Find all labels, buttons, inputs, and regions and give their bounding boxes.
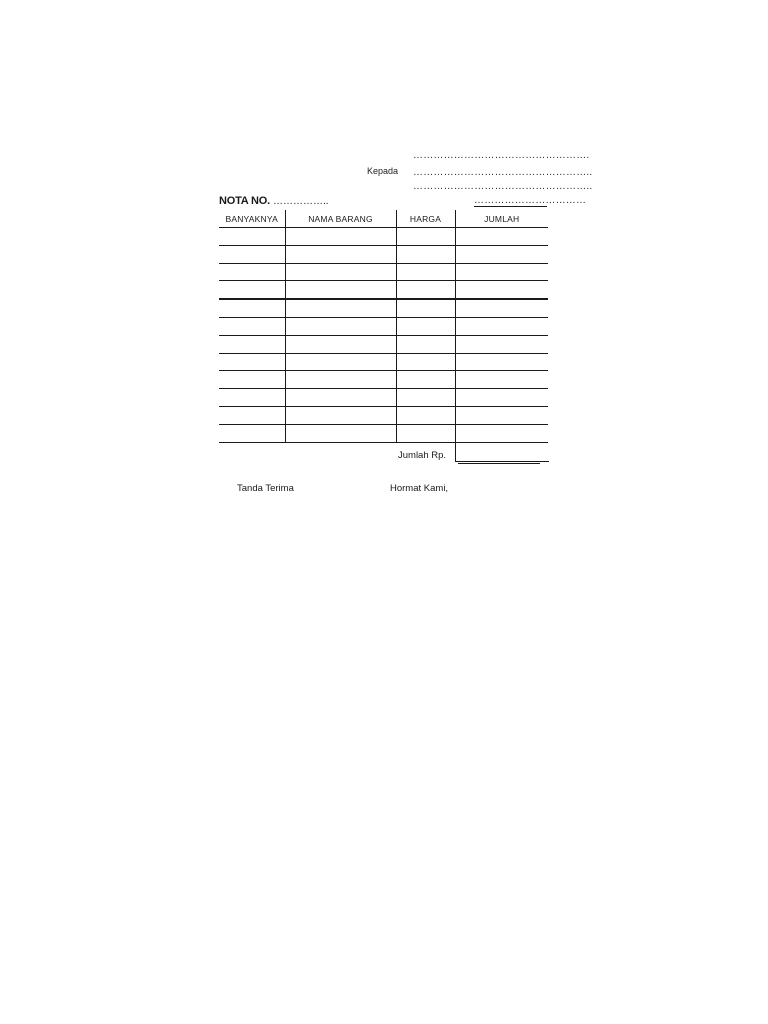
items-table bbox=[219, 210, 548, 443]
item-name-cell[interactable] bbox=[285, 299, 396, 317]
quantity-cell[interactable] bbox=[219, 371, 285, 389]
price-cell[interactable] bbox=[396, 389, 455, 407]
table-row bbox=[219, 389, 548, 407]
address-underline bbox=[474, 206, 547, 207]
item-name-cell[interactable] bbox=[285, 335, 396, 353]
amount-cell[interactable] bbox=[455, 228, 548, 246]
price-cell[interactable] bbox=[396, 281, 455, 299]
recipient-label: Kepada bbox=[367, 166, 399, 176]
quantity-cell[interactable] bbox=[219, 228, 285, 246]
table-row bbox=[219, 406, 548, 424]
amount-cell[interactable] bbox=[455, 317, 548, 335]
price-cell[interactable] bbox=[396, 245, 455, 263]
amount-cell[interactable] bbox=[455, 406, 548, 424]
item-name-cell[interactable] bbox=[285, 263, 396, 281]
quantity-cell[interactable] bbox=[219, 353, 285, 371]
table-row bbox=[219, 353, 548, 371]
item-name-cell[interactable] bbox=[285, 317, 396, 335]
item-name-cell[interactable] bbox=[285, 245, 396, 263]
price-cell[interactable] bbox=[396, 335, 455, 353]
address-line-4: …………………………… bbox=[474, 195, 587, 206]
table-row bbox=[219, 281, 548, 299]
amount-cell[interactable] bbox=[455, 371, 548, 389]
amount-cell[interactable] bbox=[455, 299, 548, 317]
price-cell[interactable] bbox=[396, 228, 455, 246]
nota-title bbox=[219, 195, 329, 208]
column-header-amount: JUMLAH bbox=[455, 210, 548, 228]
price-cell[interactable] bbox=[396, 353, 455, 371]
item-name-cell[interactable] bbox=[285, 228, 396, 246]
table-row bbox=[219, 263, 548, 281]
column-header-item-name: NAMA BARANG bbox=[285, 210, 396, 228]
table-row bbox=[219, 228, 548, 246]
table-row bbox=[219, 317, 548, 335]
amount-cell[interactable] bbox=[455, 353, 548, 371]
item-name-cell[interactable] bbox=[285, 424, 396, 442]
amount-cell[interactable] bbox=[455, 424, 548, 442]
price-cell[interactable] bbox=[396, 263, 455, 281]
amount-cell[interactable] bbox=[455, 335, 548, 353]
address-line-2: …………………………………………….. bbox=[413, 167, 593, 178]
table-row bbox=[219, 371, 548, 389]
address-line-1: ……………………………………………. bbox=[413, 150, 590, 161]
quantity-cell[interactable] bbox=[219, 389, 285, 407]
amount-cell[interactable] bbox=[455, 281, 548, 299]
quantity-cell[interactable] bbox=[219, 263, 285, 281]
amount-cell[interactable] bbox=[455, 389, 548, 407]
table-header-row bbox=[219, 210, 548, 228]
table-row bbox=[219, 245, 548, 263]
table-row bbox=[219, 424, 548, 442]
total-amount-field[interactable] bbox=[455, 443, 549, 462]
quantity-cell[interactable] bbox=[219, 317, 285, 335]
item-name-cell[interactable] bbox=[285, 406, 396, 424]
nota-label: NOTA NO. bbox=[219, 195, 270, 207]
item-name-cell[interactable] bbox=[285, 371, 396, 389]
quantity-cell[interactable] bbox=[219, 245, 285, 263]
receiver-signature-label: Tanda Terima bbox=[237, 483, 294, 494]
total-label: Jumlah Rp. bbox=[398, 450, 447, 461]
price-cell[interactable] bbox=[396, 317, 455, 335]
quantity-cell[interactable] bbox=[219, 299, 285, 317]
table-row bbox=[219, 335, 548, 353]
item-name-cell[interactable] bbox=[285, 353, 396, 371]
total-double-underline bbox=[458, 463, 540, 464]
quantity-cell[interactable] bbox=[219, 281, 285, 299]
quantity-cell[interactable] bbox=[219, 424, 285, 442]
price-cell[interactable] bbox=[396, 371, 455, 389]
column-header-quantity: BANYAKNYA bbox=[219, 210, 285, 228]
sender-signature-label: Hormat Kami, bbox=[390, 483, 449, 494]
price-cell[interactable] bbox=[396, 406, 455, 424]
price-cell[interactable] bbox=[396, 424, 455, 442]
price-cell[interactable] bbox=[396, 299, 455, 317]
item-name-cell[interactable] bbox=[285, 389, 396, 407]
item-name-cell[interactable] bbox=[285, 281, 396, 299]
address-line-3: …………………………………………….. bbox=[413, 181, 593, 192]
table-row bbox=[219, 299, 548, 317]
amount-cell[interactable] bbox=[455, 245, 548, 263]
nota-number: …………….. bbox=[273, 196, 329, 207]
column-header-price: HARGA bbox=[396, 210, 455, 228]
quantity-cell[interactable] bbox=[219, 406, 285, 424]
quantity-cell[interactable] bbox=[219, 335, 285, 353]
amount-cell[interactable] bbox=[455, 263, 548, 281]
